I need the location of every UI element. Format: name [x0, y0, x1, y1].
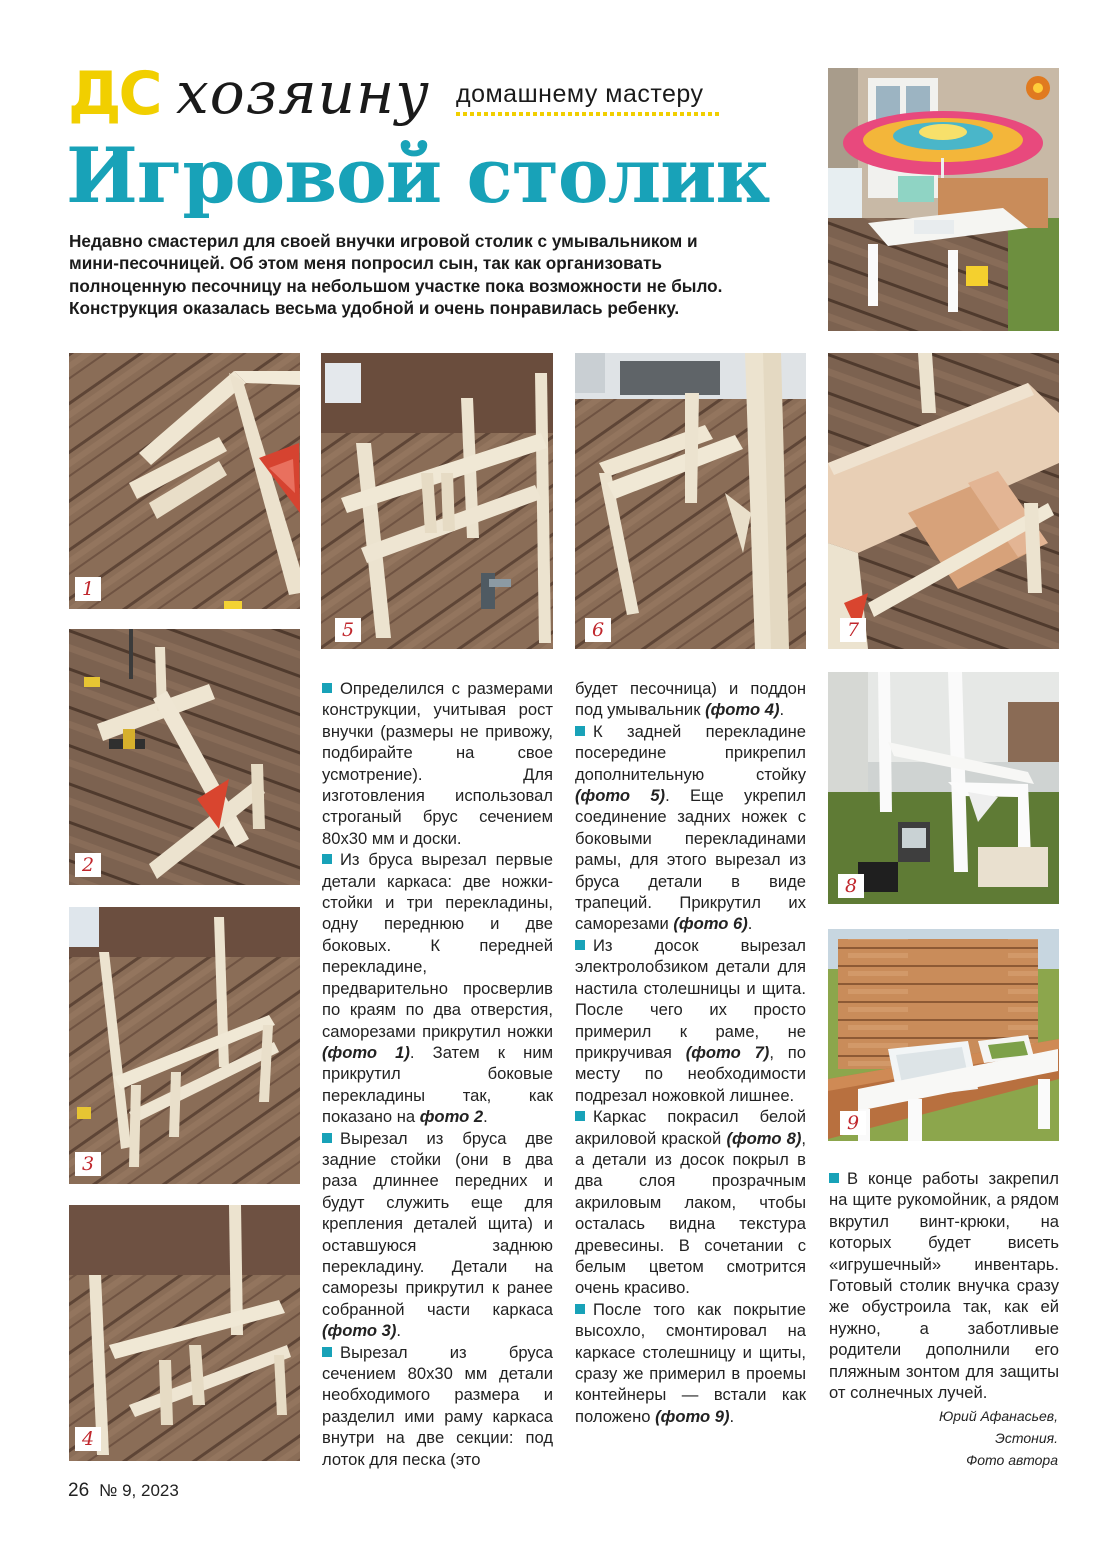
paragraph-text: . — [396, 1321, 402, 1341]
page-number: 26 — [68, 1480, 90, 1501]
photo-1 — [69, 353, 300, 609]
photo-7 — [828, 353, 1059, 649]
text-column-1 — [322, 678, 553, 1470]
dotted-underline — [456, 112, 722, 116]
paragraph — [829, 1168, 1059, 1403]
photo-8 — [828, 672, 1059, 904]
photo-5 — [321, 353, 553, 649]
paragraph-text: . — [483, 1107, 488, 1127]
bullet-square-icon — [829, 1173, 839, 1183]
page-footer — [68, 1480, 179, 1502]
bullet-square-icon — [322, 683, 332, 693]
bullet-square-icon — [322, 1133, 332, 1143]
rubric-title: хозяину — [176, 59, 430, 127]
paragraph-text: . Еще укрепил соединение задних ножек с боковыми перекладинами рамы, для этого вырезал из бруса детали в виде трапеций. Прикрутил их саморезами — [575, 786, 806, 934]
paragraph-text: В конце работы закрепил на щите рукомойник, а рядом вкрутил винт-крюки, на которых будет висеть «игрушечный» инвентарь. Готовый столик внучка сразу же обустроила так, как ей нужно, а заботливые родители дополнили его пляжным зонтом для защиты от солнечных лучей. — [829, 1169, 1059, 1403]
paragraph-text: Каркас покрасил белой акриловой краской — [575, 1107, 806, 1148]
bullet-square-icon — [322, 854, 332, 864]
paragraph-text: . — [729, 1406, 735, 1426]
photo-5-number: 5 — [335, 618, 361, 642]
paragraph — [575, 935, 806, 1106]
photo-ref: (фото 6) — [673, 914, 748, 934]
issue-number: № 9, 2023 — [99, 1481, 179, 1500]
magazine-logo: ДС — [68, 59, 160, 129]
photo-3-number: 3 — [75, 1152, 101, 1176]
signature — [830, 1405, 1058, 1471]
article-title: Игровой столик — [66, 131, 770, 220]
paragraph-text: Определился с размерами конструкции, учитывая рост внучки (размеры не привожу, подбирайте на свое усмотрение). Для изготовления использовал строганый брус сечением 80х30 мм и доски. — [322, 679, 553, 848]
paragraph-text: , а детали из досок покрыл в два слоя прозрачным акриловым лаком, чтобы осталась видна текстура древесины. В сочетании с белым цветом смотрится очень красиво. — [575, 1128, 806, 1298]
photo-ref: (фото 3) — [322, 1321, 397, 1341]
photo-ref: фото 2 — [419, 1107, 484, 1127]
photo-7-number: 7 — [840, 618, 866, 642]
paragraph-text: Из досок вырезал электролобзиком детали для настила столешницы и щита. После чего их просто примерил к раме, не прикручивая — [575, 935, 806, 1062]
paragraph — [575, 721, 806, 935]
photo-9 — [828, 929, 1059, 1141]
bullet-square-icon — [575, 940, 585, 950]
photo-finished-table — [828, 68, 1059, 331]
photo-ref: (фото 8) — [726, 1128, 802, 1148]
bullet-square-icon — [575, 1304, 585, 1314]
paragraph-text: Вырезал из бруса сечением 80х30 мм детали необходимого размера и разделил ими раму каркаса внутри на две секции: под лоток для песка (это — [322, 1342, 553, 1469]
paragraph-text: Вырезал из бруса две задние стойки (они в два раза длиннее передних и будут служить еще для крепления деталей щита) и оставшуюся заднюю перекладину. Детали на саморезы прикрутил к ранее собранной части каркаса — [322, 1128, 553, 1319]
photo-credit: Фото автора — [966, 1452, 1058, 1468]
text-column-3 — [829, 1168, 1059, 1403]
photo-2-number: 2 — [75, 853, 101, 877]
paragraph-text: будет песочница) и поддон под умывальник — [575, 679, 806, 720]
paragraph — [322, 849, 553, 1127]
photo-ref: (фото 4) — [705, 700, 780, 720]
paragraph-text: Из бруса вырезал первые детали каркаса: две ножки-стойки и три перекладины, одну переднюю и две боковых. К передней перекладине, предварительно просверлив по краям по два отверстия, саморезами прикрутил ножки — [322, 850, 553, 1041]
photo-6 — [575, 353, 806, 649]
photo-4 — [69, 1205, 300, 1461]
photo-2 — [69, 629, 300, 885]
paragraph-text: После того как покрытие высохло, смонтировал на каркасе столешницу и щиты, сразу же примерил в проемы контейнеры — встали как положено — [575, 1299, 806, 1426]
author-name: Юрий Афанасьев, — [938, 1408, 1058, 1424]
rubric-subtitle: домашнему мастеру — [456, 80, 704, 108]
paragraph-text: . Затем к ним прикрутил боковые перекладины так, как показано на — [322, 1042, 553, 1127]
paragraph — [575, 1299, 806, 1427]
photo-8-number: 8 — [838, 874, 864, 898]
paragraph-text: , по месту по необходимости подрезал ножовкой лишнее. — [575, 1042, 806, 1105]
paragraph — [322, 1128, 553, 1342]
photo-ref: (фото 9) — [655, 1406, 730, 1426]
paragraph — [575, 1106, 806, 1299]
photo-1-number: 1 — [75, 577, 101, 601]
photo-9-number: 9 — [840, 1111, 866, 1135]
photo-6-number: 6 — [585, 618, 611, 642]
paragraph-text: . — [779, 700, 785, 720]
photo-3 — [69, 907, 300, 1184]
author-country: Эстония. — [995, 1430, 1058, 1446]
text-column-2 — [575, 678, 806, 1427]
photo-ref: (фото 1) — [322, 1042, 410, 1062]
bullet-square-icon — [575, 1111, 585, 1121]
photo-4-number: 4 — [75, 1427, 101, 1451]
paragraph — [575, 678, 806, 721]
paragraph — [322, 678, 553, 849]
article-lead: Недавно смастерил для своей внучки игровой столик с умывальником и мини-песочницей. Об этом меня попросил сын, так как организовать полноценную песочницу на небольшом участке пока возможности не было. Конструкция оказалась весьма удобной и очень понравилась ребенку. — [69, 231, 723, 318]
bullet-square-icon — [322, 1347, 332, 1357]
paragraph-text: . — [747, 914, 753, 934]
paragraph-text: К задней перекладине посередине прикрепил дополнительную стойку — [575, 721, 806, 784]
bullet-square-icon — [575, 726, 585, 736]
photo-ref: (фото 7) — [685, 1042, 770, 1062]
photo-ref: (фото 5) — [575, 786, 666, 806]
paragraph — [322, 1342, 553, 1470]
